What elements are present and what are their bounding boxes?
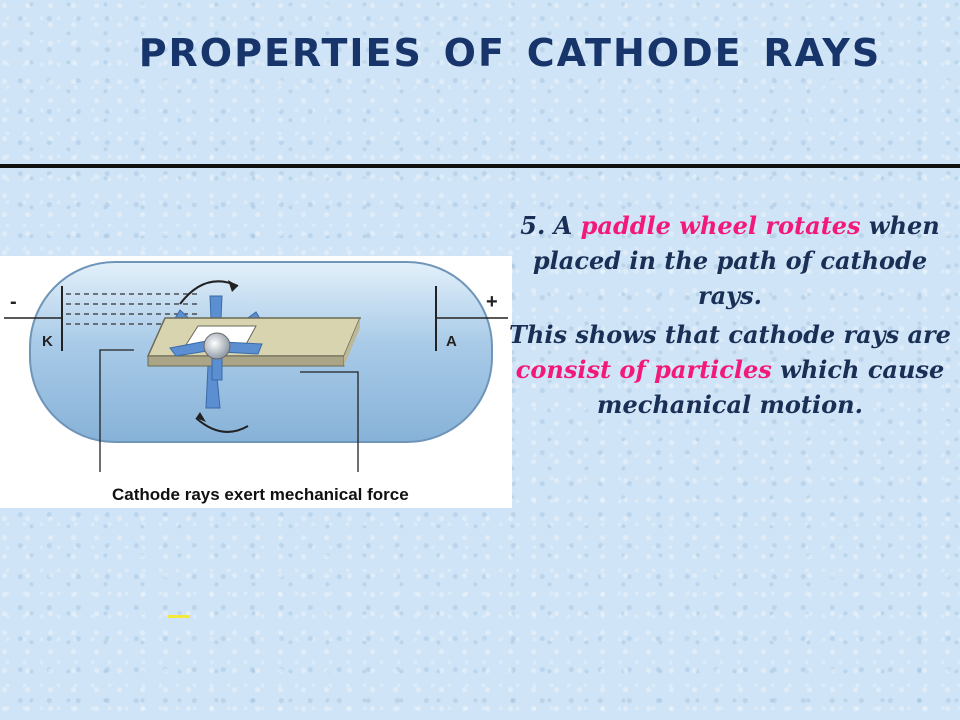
point2-highlight: consist of particles [515,355,772,384]
point-paddle-wheel [500,208,960,313]
diagram-caption: Cathode rays exert mechanical force [112,485,409,504]
minus-sign: - [10,291,17,313]
cathode-ray-diagram [0,256,512,508]
point1-suffix: when placed in the path of cathode rays. [532,211,940,310]
paddle-hub [204,333,230,359]
plus-sign: + [486,291,498,313]
cathode-label: K [42,333,53,350]
point2-prefix: This shows that cathode rays are [509,320,951,349]
point1-highlight: paddle wheel rotates [580,211,861,240]
explanation-text [500,208,960,422]
slide-title: properties of cathode rays [138,16,882,79]
point1-prefix: 5. A [520,211,581,240]
point-conclusion [500,317,960,422]
point2-suffix: which cause mechanical motion. [597,355,945,419]
title-divider [0,164,960,168]
decorative-dash [168,615,190,618]
anode-label: A [446,333,457,350]
